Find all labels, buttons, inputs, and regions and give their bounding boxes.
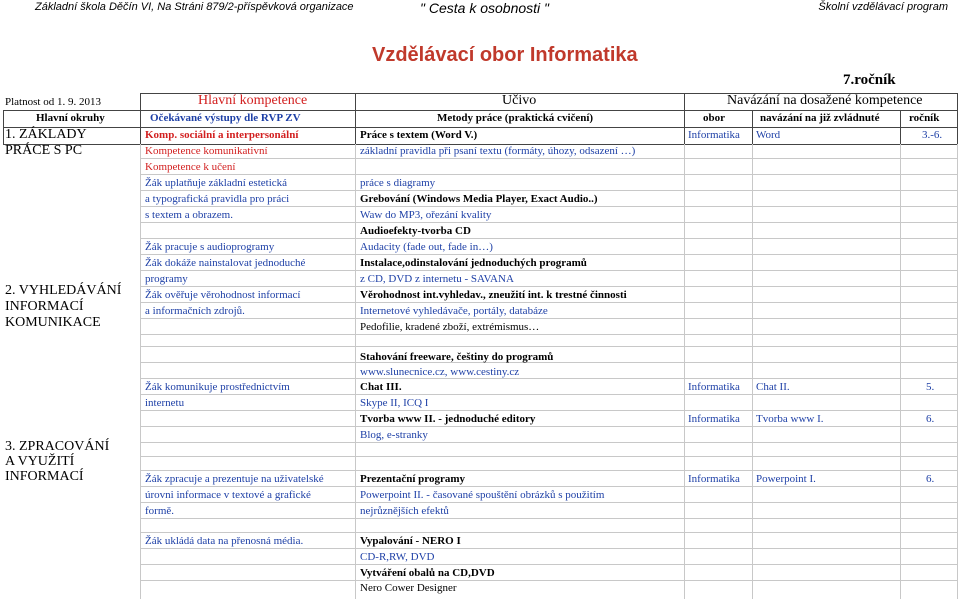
okruh-3-line3: INFORMACÍ [5, 469, 84, 484]
link-obor: Informatika [688, 381, 740, 393]
col-navazani: Navázání na dosažené kompetence [727, 93, 923, 108]
okruh-3-line2: A VYUŽITÍ [5, 454, 75, 469]
link-navazani: Chat II. [756, 381, 790, 393]
competence-communicative: Kompetence komunikativní [145, 145, 268, 157]
col-obor: obor [703, 112, 725, 124]
method-line: Práce s textem (Word V.) [360, 129, 478, 141]
validity-note: Platnost od 1. 9. 2013 [5, 96, 101, 108]
output-line: s textem a obrazem. [145, 209, 233, 221]
okruh-1-line2: PRÁCE S PC [5, 143, 83, 158]
method-line: Chat III. [360, 381, 402, 393]
col-okruhy: Hlavní okruhy [36, 112, 105, 124]
okruh-2-line3: KOMUNIKACE [5, 315, 101, 330]
output-line: formě. [145, 505, 175, 517]
competence-learning: Kompetence k učení [145, 161, 236, 173]
link-obor: Informatika [688, 129, 740, 141]
col-metody: Metody práce (praktická cvičení) [437, 112, 594, 124]
output-line: Žák komunikuje prostřednictvím [145, 381, 290, 393]
col-kompetence: Hlavní kompetence [198, 93, 308, 108]
link-rocnik: 6. [926, 473, 935, 485]
method-line: práce s diagramy [360, 177, 436, 189]
method-line: základní pravidla při psaní textu (formáty, úhozy, odsazení …) [360, 145, 636, 157]
method-line: CD-R,RW, DVD [360, 551, 435, 563]
method-line: z CD, DVD z internetu - SAVANA [360, 273, 514, 285]
method-line: Grebování (Windows Media Player, Exact Audio..) [360, 193, 598, 205]
method-line: Blog, e-stranky [360, 429, 428, 441]
link-obor: Informatika [688, 473, 740, 485]
okruh-3-line1: 3. ZPRACOVÁNÍ [5, 439, 110, 454]
link-obor: Informatika [688, 413, 740, 425]
link-navazani: Word [756, 129, 781, 141]
method-line: Instalace,odinstalování jednoduchých programů [360, 257, 587, 269]
grade-label: 7.ročník [843, 72, 896, 88]
method-line: Prezentační programy [360, 473, 465, 485]
link-navazani: Tvorba www I. [756, 413, 824, 425]
method-line: Vytváření obalů na CD,DVD [360, 567, 495, 579]
output-line: Žák ověřuje věrohodnost informací [145, 289, 301, 301]
method-line: Powerpoint II. - časované spouštění obrázků s použitím [360, 489, 605, 501]
page-header [0, 0, 959, 16]
okruh-1-line1: 1. ZÁKLADY [5, 127, 87, 142]
col-rocnik: ročník [909, 112, 940, 124]
method-line: Skype II, ICQ I [360, 397, 429, 409]
motto: " Cesta k osobnosti " [420, 0, 550, 16]
method-line: Nero Cower Designer [360, 582, 457, 594]
method-line: Audacity (fade out, fade in…) [360, 241, 493, 253]
col-ucivo: Učivo [502, 93, 537, 108]
okruh-2-line2: INFORMACÍ [5, 299, 84, 314]
output-line: úrovni informace v textové a grafické [145, 489, 311, 501]
page-title: Vzdělávací obor Informatika [372, 44, 638, 66]
output-line: a typografická pravidla pro práci [145, 193, 290, 205]
link-rocnik: 3.-6. [922, 129, 943, 141]
method-line: Vypalování - NERO I [360, 535, 461, 547]
output-line: programy [145, 273, 188, 285]
method-line: Věrohodnost int.vyhledav., zneužití int. k trestné činnosti [360, 289, 627, 301]
output-line: Žák dokáže nainstalovat jednoduché [145, 257, 306, 269]
method-line: Internetové vyhledávače, portály, databáze [360, 305, 548, 317]
method-line: Audioefekty-tvorba CD [360, 225, 471, 237]
link-navazani: Powerpoint I. [756, 473, 816, 485]
method-line: www.slunecnice.cz, www.cestiny.cz [360, 366, 520, 378]
link-rocnik: 6. [926, 413, 935, 425]
method-line: nejrůznějších efektů [360, 505, 449, 517]
method-line: Waw do MP3, ořezání kvality [360, 209, 492, 221]
output-line: Žák ukládá data na přenosná média. [145, 535, 304, 547]
method-line: Tvorba www II. - jednoduché editory [360, 413, 536, 425]
link-rocnik: 5. [926, 381, 935, 393]
output-line: a informačních zdrojů. [145, 305, 245, 317]
program-name: Školní vzdělávací program [818, 1, 948, 13]
output-line: Žák zpracuje a prezentuje na uživatelské [145, 473, 324, 485]
output-line: Žák pracuje s audioprogramy [145, 241, 275, 253]
method-line: Stahování freeware, češtiny do programů [360, 351, 554, 363]
output-line: Žák uplatňuje základní estetická [145, 177, 288, 189]
col-vystupy: Očekávané výstupy dle RVP ZV [150, 112, 301, 124]
okruh-2-line1: 2. VYHLEDÁVÁNÍ [5, 283, 122, 298]
competence-social: Komp. sociální a interpersonální [145, 129, 299, 141]
school-name: Základní škola Děčín VI, Na Stráni 879/2-příspěvková organizace [35, 1, 354, 13]
output-line: internetu [145, 397, 185, 409]
method-line: Pedofilie, kradené zboží, extrémismus… [360, 321, 540, 333]
col-navazani-jiz: navázání na již zvládnuté [760, 112, 880, 124]
